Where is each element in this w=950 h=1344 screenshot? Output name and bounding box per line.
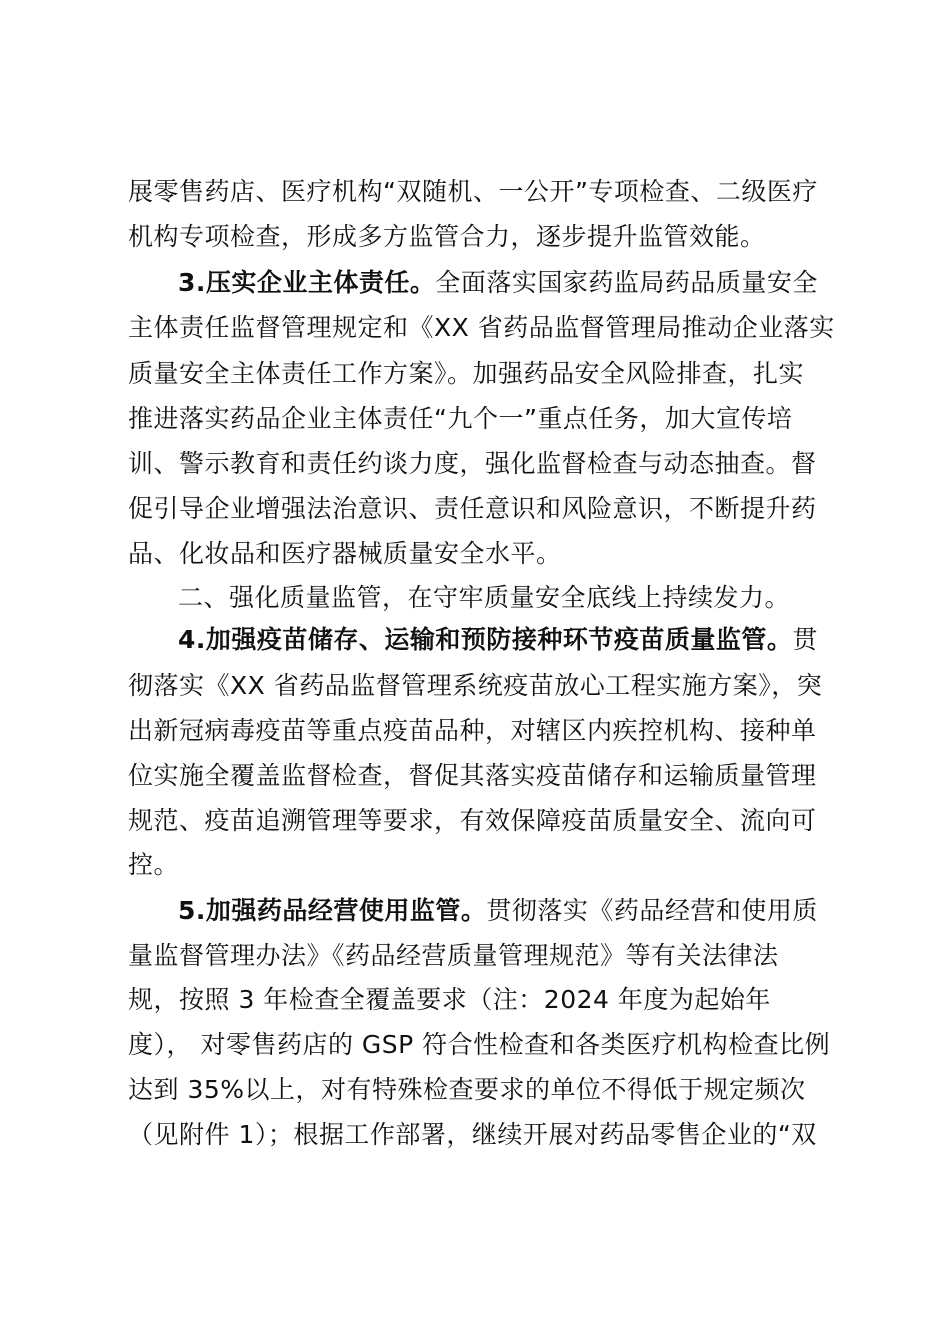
text-line bbox=[128, 941, 779, 971]
text-line bbox=[128, 404, 792, 434]
text-line bbox=[128, 449, 817, 479]
text-line bbox=[128, 539, 562, 569]
body-text: 控。 bbox=[128, 850, 180, 879]
text-line bbox=[128, 494, 817, 524]
text-line bbox=[178, 896, 818, 926]
body-text: 全面落实国家药监局药品质量安全 bbox=[435, 268, 818, 297]
body-text: 量监督管理办法》《药品经营质量管理规范》等有关法律法 bbox=[128, 941, 779, 970]
text-line bbox=[128, 985, 771, 1015]
text-line bbox=[128, 359, 804, 389]
body-text: 彻落实《XX 省药品监督管理系统疫苗放心工程实施方案》，突 bbox=[128, 671, 823, 700]
body-text: 规，按照 3 年检查全覆盖要求（注：2024 年度为起始年 bbox=[128, 985, 771, 1014]
text-line bbox=[128, 177, 818, 207]
text-line bbox=[178, 583, 790, 613]
text-line bbox=[128, 671, 822, 701]
body-text: 机构专项检查，形成多方监管合力，逐步提升监管效能。 bbox=[128, 222, 766, 251]
text-line bbox=[128, 806, 817, 836]
text-line bbox=[128, 1120, 817, 1150]
body-text: 贯 bbox=[792, 625, 818, 654]
body-text: 质量安全主体责任工作方案》。加强药品安全风险排查，扎实 bbox=[128, 359, 805, 388]
body-text: 规范、疫苗追溯管理等要求，有效保障疫苗质量安全、流向可 bbox=[128, 806, 817, 835]
bold-heading-text: 3.压实企业主体责任。 bbox=[178, 268, 436, 297]
body-text: 品、化妆品和医疗器械质量安全水平。 bbox=[128, 539, 562, 568]
bold-heading-text: 4.加强疫苗储存、运输和预防接种环节疫苗质量监管。 bbox=[178, 625, 793, 654]
body-text: 出新冠病毒疫苗等重点疫苗品种，对辖区内疾控机构、接种单 bbox=[128, 716, 817, 745]
body-text: （见附件 1）；根据工作部署，继续开展对药品零售企业的“双 bbox=[128, 1120, 817, 1149]
text-line bbox=[128, 761, 817, 791]
body-text: 贯彻落实《药品经营和使用质 bbox=[486, 896, 818, 925]
text-line bbox=[128, 1030, 830, 1060]
bold-heading-text: 5.加强药品经营使用监管。 bbox=[178, 896, 487, 925]
body-text: 主体责任监督管理规定和《XX 省药品监督管理局推动企业落实 bbox=[128, 313, 835, 342]
body-text: 展零售药店、医疗机构“双随机、一公开”专项检查、二级医疗 bbox=[128, 177, 818, 206]
text-line bbox=[178, 268, 818, 298]
body-text: 度）， 对零售药店的 GSP 符合性检查和各类医疗机构检查比例 bbox=[128, 1030, 831, 1059]
text-line bbox=[128, 716, 817, 746]
body-text: 位实施全覆盖监督检查，督促其落实疫苗储存和运输质量管理 bbox=[128, 761, 817, 790]
body-text: 训、警示教育和责任约谈力度，强化监督检查与动态抽查。督 bbox=[128, 449, 817, 478]
text-line bbox=[128, 313, 835, 343]
body-text: 达到 35%以上，对有特殊检查要求的单位不得低于规定频次 bbox=[128, 1075, 806, 1104]
text-line bbox=[128, 850, 179, 880]
text-line bbox=[128, 222, 766, 252]
body-text: 推进落实药品企业主体责任“九个一”重点任务，加大宣传培 bbox=[128, 404, 793, 433]
body-text: 二、强化质量监管，在守牢质量安全底线上持续发力。 bbox=[178, 583, 791, 612]
text-line bbox=[128, 1075, 806, 1105]
body-text: 促引导企业增强法治意识、责任意识和风险意识，不断提升药 bbox=[128, 494, 817, 523]
text-line bbox=[178, 625, 818, 655]
